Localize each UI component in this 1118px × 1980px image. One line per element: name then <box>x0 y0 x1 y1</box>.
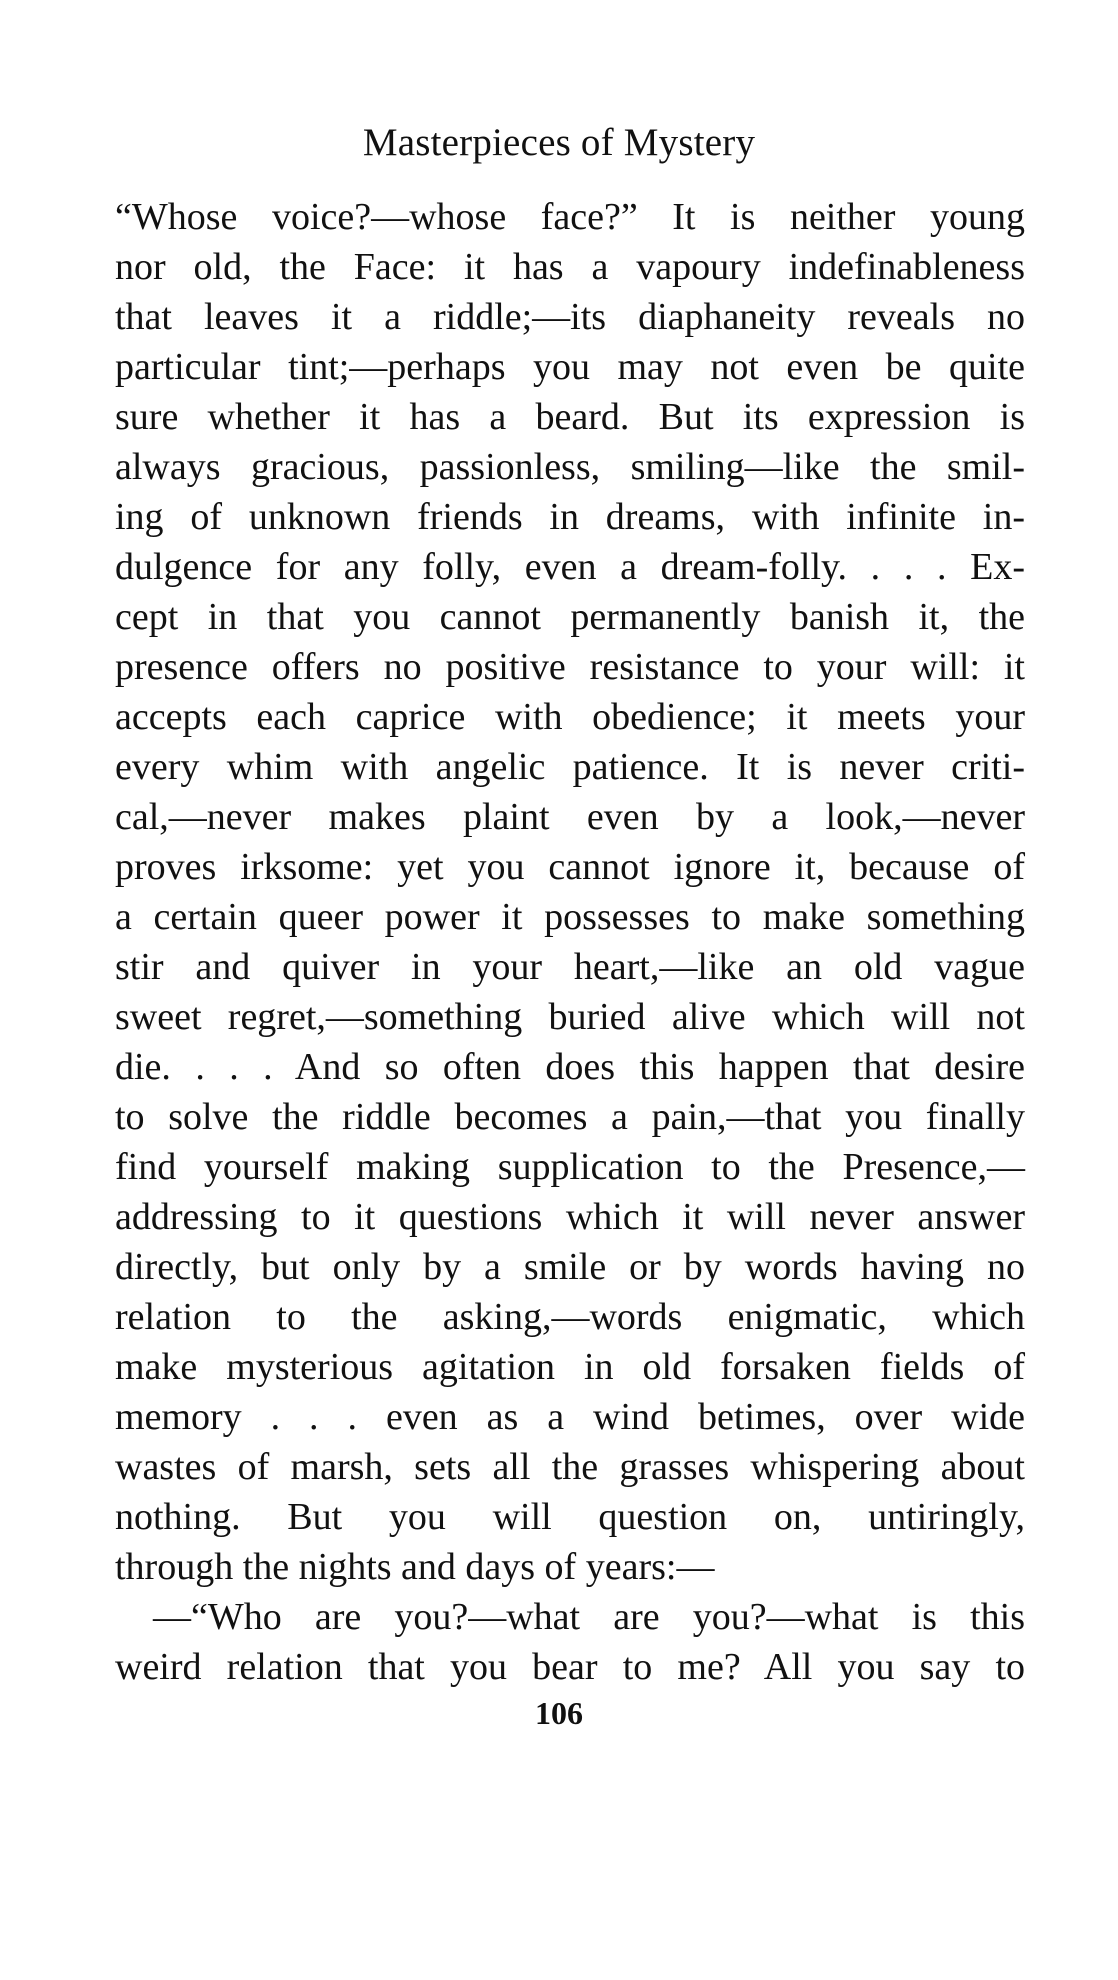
text-line: that leaves it a riddle;—its diaphaneity reveals no <box>115 296 1025 338</box>
text-line: nor old, the Face: it has a vapoury indefinableness <box>115 246 1025 288</box>
text-line: addressing to it questions which it will never answer <box>115 1196 1025 1238</box>
text-line: proves irksome: yet you cannot ignore it, because of <box>115 846 1025 888</box>
text-line: always gracious, passionless, smiling—like the smil- <box>115 446 1025 488</box>
text-line: to solve the riddle becomes a pain,—that you finally <box>115 1096 1025 1138</box>
text-line: cal,—never makes plaint even by a look,—never <box>115 796 1025 838</box>
text-line: ing of unknown friends in dreams, with infinite in- <box>115 496 1025 538</box>
text-line: weird relation that you bear to me? All you say to <box>115 1646 1025 1688</box>
running-head: Masterpieces of Mystery <box>362 121 756 164</box>
body-text <box>115 192 1025 1692</box>
text-line: memory . . . even as a wind betimes, over wide <box>115 1396 1025 1438</box>
text-line: sweet regret,—something buried alive which will not <box>115 996 1025 1038</box>
text-line: cept in that you cannot permanently banish it, the <box>115 596 1025 638</box>
text-line: dulgence for any folly, even a dream-folly. . . . Ex- <box>115 546 1025 588</box>
text-line: nothing. But you will question on, untiringly, <box>115 1496 1025 1538</box>
text-line: directly, but only by a smile or by words having no <box>115 1246 1025 1288</box>
text-line: stir and quiver in your heart,—like an old vague <box>115 946 1025 988</box>
paragraph-start-line: —“Who are you?—what are you?—what is this <box>153 1596 1025 1638</box>
paragraph-end-line: through the nights and days of years:— <box>115 1546 715 1588</box>
page-number: 106 <box>535 1695 583 1731</box>
text-line: accepts each caprice with obedience; it meets your <box>115 696 1025 738</box>
text-line: presence offers no positive resistance to your will: it <box>115 646 1025 688</box>
text-line: a certain queer power it possesses to make something <box>115 896 1025 938</box>
text-line: every whim with angelic patience. It is never criti- <box>115 746 1025 788</box>
text-line: wastes of marsh, sets all the grasses whispering about <box>115 1446 1025 1488</box>
text-line: sure whether it has a beard. But its expression is <box>115 396 1025 438</box>
text-line: particular tint;—perhaps you may not even be quite <box>115 346 1025 388</box>
text-line: die. . . . And so often does this happen that desire <box>115 1046 1025 1088</box>
text-line: relation to the asking,—words enigmatic, which <box>115 1296 1025 1338</box>
text-line: find yourself making supplication to the Presence,— <box>115 1146 1025 1188</box>
text-line: make mysterious agitation in old forsaken fields of <box>115 1346 1025 1388</box>
text-line: “Whose voice?—whose face?” It is neither young <box>115 196 1025 238</box>
